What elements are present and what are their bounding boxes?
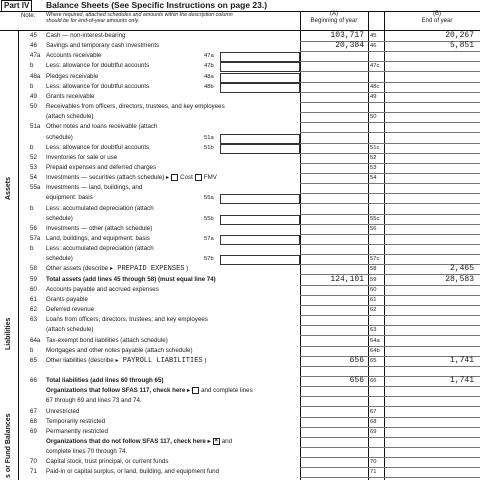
column-header [0,11,480,31]
line-description: Temporarily restricted [46,417,106,425]
line-row [0,377,480,386]
line-row [0,397,480,406]
line-number: b [30,204,34,212]
line-description: schedule) [46,214,73,222]
sub-line-number: 48a [204,73,214,80]
checkbox[interactable] [171,174,178,181]
beginning-year-amount: 124,101 [330,274,364,284]
column-line-number: 48c [370,83,380,90]
line-row [0,357,480,366]
line-description: Permanently restricted [46,427,108,435]
line-row [0,73,480,82]
line-number: b [30,245,34,253]
line-description: Less: allowance for doubtful accounts [46,143,150,151]
column-line-number: 63 [370,327,377,334]
line-description: Capital stock, trust principal, or current funds [46,458,169,466]
line-row [0,225,480,234]
line-number: 69 [30,427,37,435]
line-row [0,337,480,346]
line-row [0,205,480,214]
checkbox-label: FMV [203,174,217,182]
sub-amount-box[interactable] [220,255,300,265]
sub-amount-box[interactable] [220,52,300,62]
line-row [0,438,480,447]
line-row [0,306,480,315]
line-number: 68 [30,417,37,425]
column-line-number: 47c [370,63,380,70]
column-line-number: 71 [370,469,377,476]
sub-line-number: 48b [204,83,214,90]
column-line-number: 54 [370,175,377,182]
column-line-number: 60 [370,286,377,293]
line-number: 67 [30,407,37,415]
sub-amount-box[interactable] [220,83,300,93]
line-description: Unrestricted [46,407,80,415]
column-line-number: 68 [370,418,377,425]
line-row [0,468,480,477]
line-row [0,103,480,112]
line-description: Pledges receivable [46,72,99,80]
part-label: Part IV [1,0,32,12]
line-description: (attach schedule) [46,326,94,334]
column-line-number: 65 [370,357,377,364]
line-row [0,215,480,224]
line-description: Investments — land, buildings, and [46,184,143,192]
assets-side-label: Assets [5,177,12,200]
line-row [0,316,480,325]
line-description: Total liabilities (add lines 60 through 65) [46,377,164,385]
line-row [0,296,480,305]
line-number: 63 [30,316,37,324]
line-description: Savings and temporary cash investments [46,42,160,50]
column-line-number: 58 [370,266,377,273]
line-number: b [30,143,34,151]
end-year-amount: 2,465 [449,264,474,274]
line-description: equipment: basis [46,194,93,202]
line-description: Grants receivable [46,92,95,100]
line-row [0,32,480,41]
line-number: 59 [30,275,37,283]
column-line-number: 64b [370,347,380,354]
line-row [0,144,480,153]
sub-line-number: 47b [204,63,214,70]
line-number: 51a [30,123,41,131]
line-row [0,93,480,102]
line-number: 54 [30,174,37,182]
sfas-checkbox[interactable] [192,387,199,394]
line-row [0,418,480,427]
line-description: Investments — other (attach schedule) [46,224,153,232]
line-description: Other liabilities (describe ▸ PAYROLL LIABILITIES ) [46,356,207,365]
line-description: Organizations that do not follow SFAS 117, check here ▸ × and [46,438,233,446]
line-number: 64a [30,336,41,344]
line-row [0,184,480,193]
sub-amount-box[interactable] [220,215,300,225]
line-description: Mortgages and other notes payable (attach schedule) [46,346,193,354]
line-row [0,458,480,467]
line-description: Organizations that follow SFAS 117, check here ▸ and complete lines [46,387,253,395]
line-description: Less: allowance for doubtful accounts [46,82,150,90]
row-rule [300,477,480,478]
line-description: Loans from officers, directors, trustees, and key employees [46,316,208,324]
line-description: Deferred revenue [46,306,95,314]
note-text: Where required, attached schedules and amounts within the description column should be for end-of-year amounts only. [46,12,233,24]
sub-line-number: 51a [204,134,214,141]
line-number: 56 [30,224,37,232]
line-number: 47a [30,52,41,60]
line-number: b [30,82,34,90]
line-description: Grants payable [46,295,88,303]
column-line-number: 64a [370,337,380,344]
line-description: Other notes and loans receivable (attach [46,123,158,131]
line-row [0,286,480,295]
column-line-number: 56 [370,225,377,232]
line-row [0,113,480,122]
line-description: Land, buildings, and equipment: basis [46,235,150,242]
sub-line-number: 47a [204,53,214,60]
part-title: Balance Sheets (See Specific Instructions on page 23.) [46,0,268,10]
line-row [0,52,480,61]
column-line-number: 59 [370,276,377,283]
end-year-amount: 1,741 [449,376,474,386]
line-description: Paid-in or capital surplus, or land, building, and equipment fund [46,468,220,476]
line-row [0,42,480,51]
line-row [0,347,480,356]
beginning-year-amount: 103,717 [330,31,364,40]
line-number: 52 [30,153,37,161]
line-description: Accounts receivable [46,52,102,60]
line-row [0,62,480,71]
beginning-year-amount: 656 [349,355,364,365]
line-row [0,194,480,203]
line-row [0,428,480,437]
column-line-number: 46 [370,43,377,50]
column-b-header: (B) End of year [421,11,453,24]
net-assets-side-label: s or Fund Balances [5,413,12,478]
typed-description: PAYROLL LIABILITIES [118,356,203,365]
sub-amount-box[interactable] [220,62,300,72]
line-description: schedule) [46,133,73,141]
column-line-number: 49 [370,93,377,100]
sub-line-number: 55b [204,215,214,222]
sub-amount-box[interactable] [220,73,300,83]
column-line-number: 70 [370,459,377,466]
line-row [0,326,480,335]
column-line-number: 57c [370,256,380,263]
beginning-year-amount: 656 [349,376,364,386]
line-number: 53 [30,163,37,171]
line-row [0,408,480,417]
line-number: 49 [30,92,37,100]
end-year-amount: 20,267 [445,31,474,40]
line-row [0,164,480,173]
beginning-year-amount: 20,384 [335,41,364,51]
column-line-number: 61 [370,296,377,303]
line-number: 60 [30,285,37,293]
line-row [0,367,480,376]
sub-line-number: 51b [204,144,214,151]
line-number: 55a [30,184,41,192]
line-description: 67 through 69 and lines 73 and 74. [46,397,142,405]
end-year-amount: 28,583 [445,274,474,284]
line-row [0,235,480,244]
line-row [0,276,480,285]
column-line-number: 66 [370,378,377,385]
line-description: Less: accumulated depreciation (attach [46,245,154,253]
column-line-number: 50 [370,114,377,121]
sub-amount-box[interactable] [220,134,300,144]
line-row [0,83,480,92]
line-description: Receivables from officers, directors, trustees, and key employees [46,103,225,111]
line-description: Inventories for sale or use [46,153,118,161]
column-a-header: (A) Beginning of year [310,11,358,24]
line-row [0,123,480,132]
sub-line-number: 57b [204,256,214,263]
line-number: 70 [30,458,37,466]
line-number: 66 [30,377,37,385]
line-number: b [30,346,34,354]
column-line-number: 62 [370,307,377,314]
sub-amount-box[interactable] [220,144,300,154]
line-row [0,174,480,183]
sub-line-number: 57a [204,236,214,242]
end-year-amount: 5,851 [449,41,474,51]
line-number: 48a [30,72,41,80]
line-number: 46 [30,42,37,50]
line-number: 61 [30,295,37,303]
column-line-number: 51c [370,144,380,151]
column-line-number: 53 [370,164,377,171]
column-line-number: 45 [370,33,377,39]
line-row [0,245,480,254]
line-description: Investments — securities (attach schedule) ▸ Cost FMV [46,174,217,182]
line-description: (attach schedule) [46,113,94,121]
line-number: 58 [30,265,37,273]
line-row [0,265,480,274]
line-description: schedule) [46,255,73,263]
line-description: Accounts payable and accrued expenses [46,285,159,293]
line-row [0,448,480,457]
column-line-number: 52 [370,154,377,161]
line-row [0,134,480,143]
line-description: Other assets (describe ▸ PREPAID EXPENSES ) [46,265,189,274]
line-number: 50 [30,103,37,111]
line-description: Tax-exempt bond liabilities (attach schedule) [46,336,168,344]
typed-description: PREPAID EXPENSES [113,265,185,274]
checkbox-label: Cost [180,174,193,182]
column-line-number: 55c [370,215,380,222]
line-row [0,387,480,396]
line-number: 57a [30,235,41,242]
sub-amount-box[interactable] [220,194,300,204]
line-description: Less: allowance for doubtful accounts [46,62,150,70]
line-description: Prepaid expenses and deferred charges [46,163,157,171]
column-line-number: 69 [370,428,377,435]
line-description: Total assets (add lines 45 through 58) (must equal line 74) [46,275,216,283]
line-description: Less: accumulated depreciation (attach [46,204,154,212]
end-year-amount: 1,741 [449,355,474,365]
line-number: 45 [30,32,37,39]
line-row [0,154,480,163]
line-number: b [30,62,34,70]
note-label: Note: [21,13,36,19]
line-number: 65 [30,356,37,364]
sfas-checkbox[interactable]: × [214,438,218,444]
checkbox[interactable] [195,174,202,181]
line-row [0,255,480,264]
line-description: Cash — non-interest-bearing [46,32,126,39]
liabilities-side-label: Liabilities [5,317,12,350]
sub-line-number: 55a [204,195,214,202]
line-number: 71 [30,468,37,476]
sub-amount-box[interactable] [220,235,300,245]
column-line-number: 67 [370,408,377,415]
line-number: 62 [30,306,37,314]
line-description: complete lines 70 through 74. [46,448,128,456]
